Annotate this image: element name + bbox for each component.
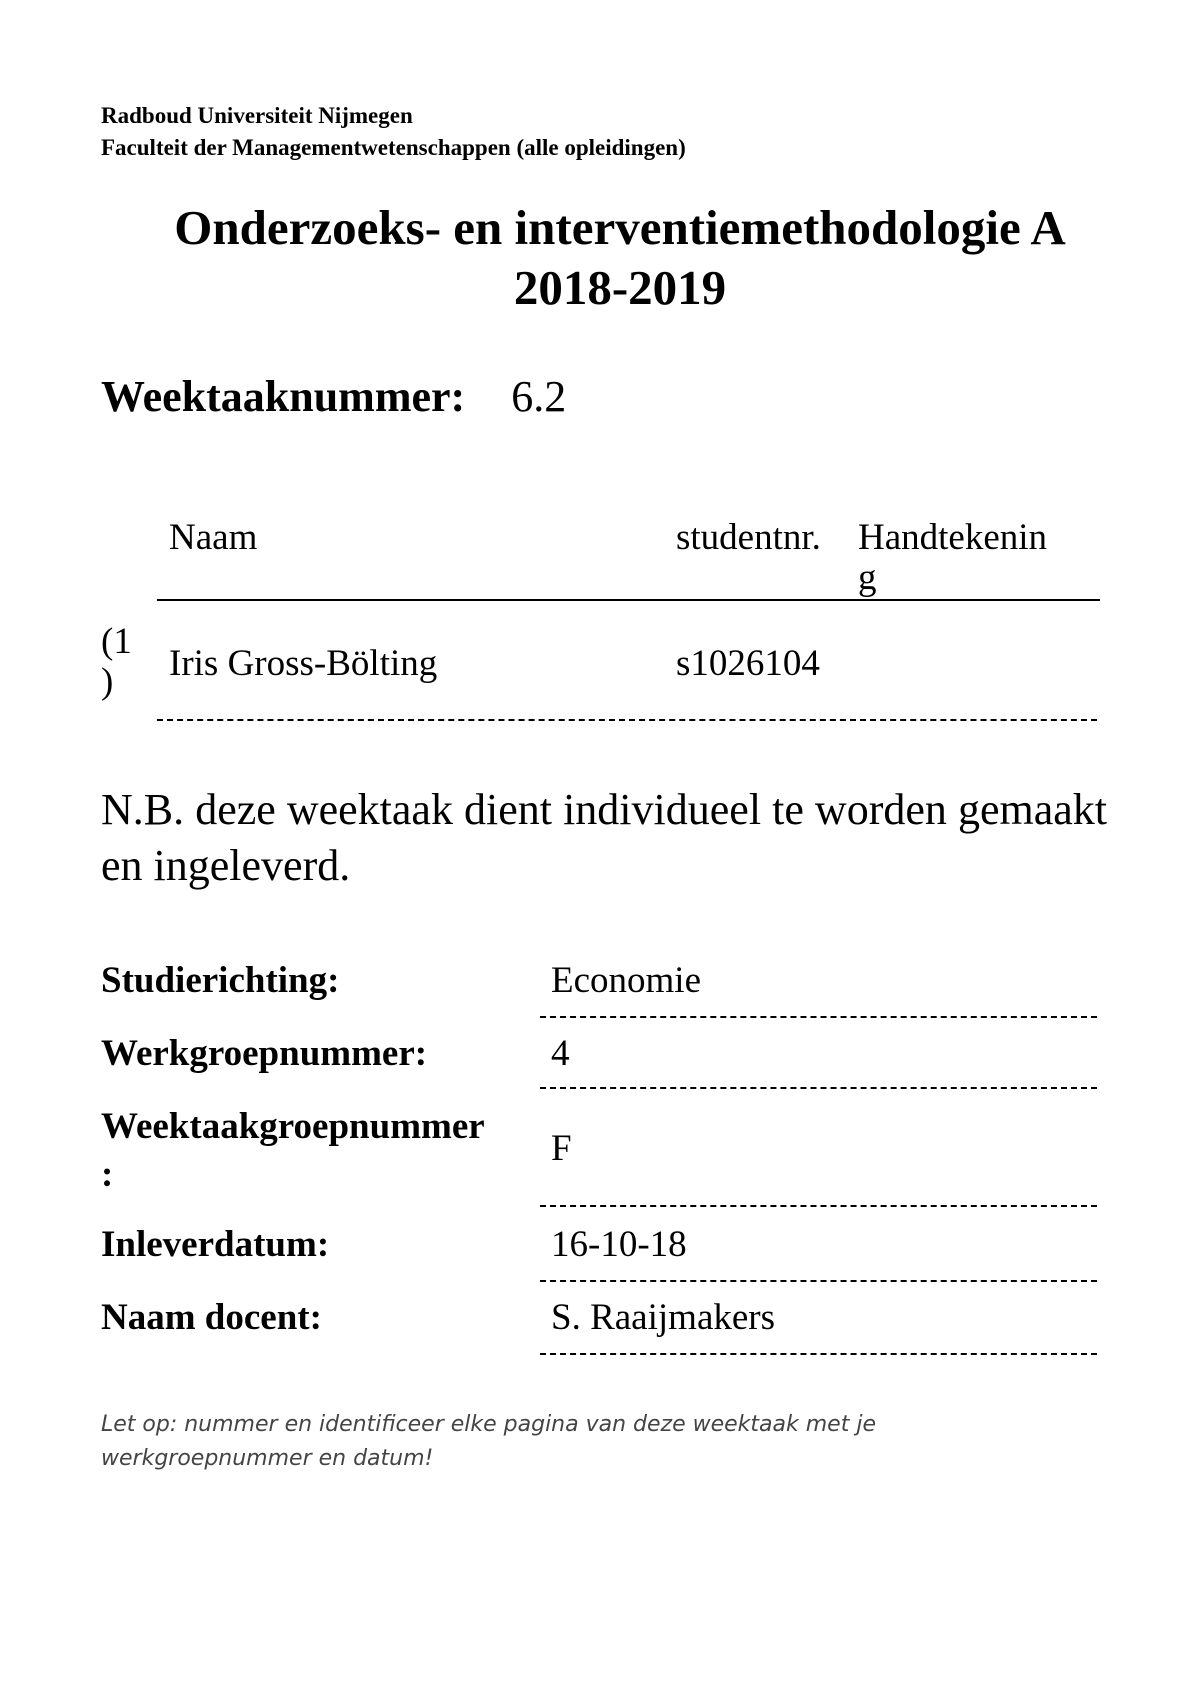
field-taskgroup-label-line1: Weektaakgroepnummer bbox=[101, 1106, 485, 1147]
signature-header-line1: Handtekenin bbox=[858, 517, 1048, 558]
field-workgroup-value: 4 bbox=[551, 1033, 570, 1074]
student-name: Iris Gross-Bölting bbox=[169, 643, 438, 684]
field-teacher-label: Naam docent: bbox=[101, 1297, 322, 1338]
course-title-block bbox=[60, 198, 1180, 318]
field-study-value: Economie bbox=[551, 960, 702, 1001]
assignment-value: 6.2 bbox=[511, 372, 567, 421]
individual-note: N.B. deze weektaak dient individueel te worden gemaakt en ingeleverd. bbox=[101, 785, 1107, 890]
assignment-number bbox=[101, 370, 566, 424]
institution-header bbox=[101, 100, 686, 164]
field-taskgroup-label-line2: : bbox=[101, 1154, 114, 1195]
column-header-name: Naam bbox=[169, 517, 258, 558]
row-index bbox=[101, 622, 132, 702]
field-due-date-label: Inleverdatum: bbox=[101, 1224, 330, 1265]
table-row-rule bbox=[157, 719, 1097, 721]
signature-header-line2: g bbox=[858, 557, 877, 598]
course-title: Onderzoeks- en interventiemethodologie A bbox=[174, 200, 1066, 255]
column-header-student-number: studentnr. bbox=[676, 517, 821, 558]
column-header-signature bbox=[858, 515, 1047, 601]
field-teacher-rule bbox=[540, 1353, 1097, 1355]
footer-note: Let op: nummer en identificeer elke pagina van deze weektaak met je werkgroepnummer en datum! bbox=[101, 1412, 876, 1471]
university-name: Radboud Universiteit Nijmegen bbox=[101, 103, 413, 128]
row-index-line2: ) bbox=[101, 661, 114, 702]
field-workgroup-rule bbox=[540, 1087, 1097, 1089]
table-header-rule bbox=[157, 599, 1100, 601]
assignment-label: Weektaaknummer: bbox=[101, 372, 466, 421]
field-taskgroup-value: F bbox=[551, 1128, 572, 1169]
student-number: s1026104 bbox=[676, 643, 820, 684]
row-index-line1: (1 bbox=[101, 621, 132, 662]
field-study-label: Studierichting: bbox=[101, 960, 340, 1001]
faculty-name: Faculteit der Managementwetenschappen (alle opleidingen) bbox=[101, 135, 686, 160]
field-taskgroup-label bbox=[101, 1103, 485, 1199]
course-year: 2018-2019 bbox=[513, 260, 727, 315]
field-workgroup-label: Werkgroepnummer: bbox=[101, 1033, 428, 1074]
field-due-date-rule bbox=[540, 1280, 1097, 1282]
field-due-date-value: 16-10-18 bbox=[551, 1224, 687, 1265]
field-teacher-value: S. Raaijmakers bbox=[551, 1297, 776, 1338]
field-study-rule bbox=[540, 1016, 1097, 1018]
field-taskgroup-rule bbox=[540, 1205, 1097, 1207]
